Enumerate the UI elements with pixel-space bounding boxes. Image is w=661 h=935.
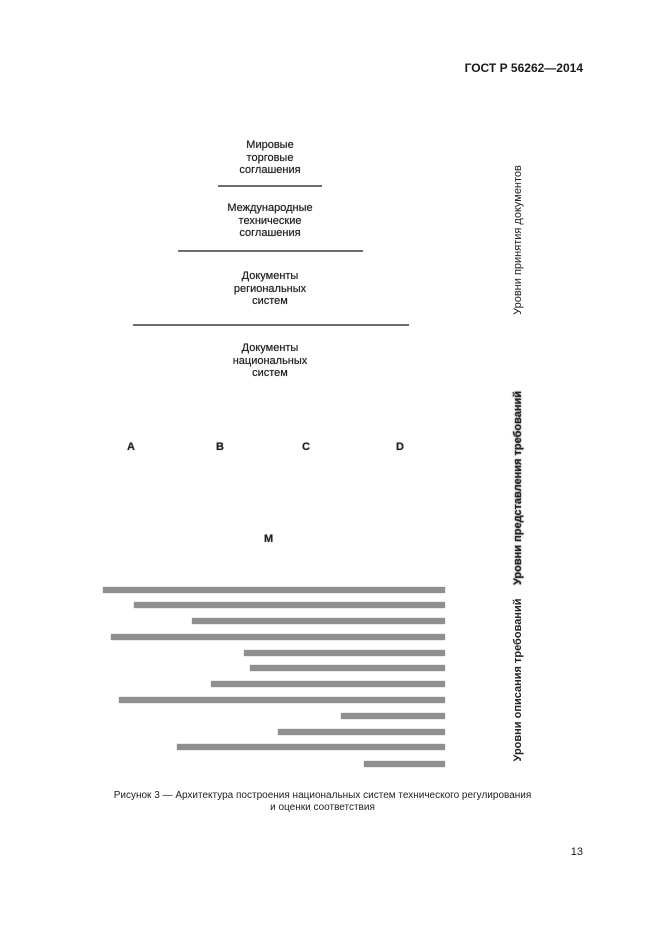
text-line: систем [252,367,288,379]
text-line: Мировые [246,139,294,151]
document-id: ГОСТ Р 56262—2014 [464,61,583,75]
text-line: соглашения [239,227,301,239]
text-line: Документы [241,270,299,282]
separator-line [218,185,322,187]
text-line: региональных [233,282,307,295]
caption-line: и оценки соответствия [270,802,375,813]
letter-d: D [396,441,404,453]
requirement-bar [250,665,445,671]
requirement-bar [111,634,445,640]
text-line: национальных [232,354,308,367]
caption-line: Рисунок 3 — Архитектура построения национальных систем технического регулирования [113,790,532,801]
side-label-description [506,600,530,760]
requirement-bar [134,602,445,608]
side-label-documents [506,160,530,320]
separator-line [133,324,409,326]
pyramid-level-international-agreements [190,202,350,240]
requirement-bar [341,713,445,719]
requirement-bar [278,729,445,735]
side-label-text: Уровни описания требований [512,598,524,762]
letter-a: A [127,441,135,453]
requirement-bar [103,587,445,593]
pyramid-level-national-documents [190,342,350,380]
side-label-presentation [506,391,530,585]
requirement-bar [119,697,445,703]
text-line: торговые [246,151,294,164]
letter-m: M [264,533,274,545]
letter-c: C [302,441,310,453]
requirement-bar [192,618,445,624]
side-label-text: Уровни представления требований [512,391,524,585]
text-line: систем [252,295,288,307]
text-line: соглашения [239,164,301,176]
pyramid-level-regional-documents [190,270,350,308]
pyramid-level-world-agreements [190,139,350,177]
requirement-bar [244,650,445,656]
page-number: 13 [570,846,583,858]
requirement-bar [364,761,445,767]
letter-b: B [216,441,224,453]
text-line: технические [238,214,302,227]
side-label-text: Уровни принятия документов [512,165,524,315]
text-line: Документы [241,342,299,354]
figure-caption [60,790,585,814]
separator-line [178,250,363,252]
requirement-bar [177,744,445,750]
text-line: Международные [227,202,313,214]
requirement-bar [211,681,445,687]
